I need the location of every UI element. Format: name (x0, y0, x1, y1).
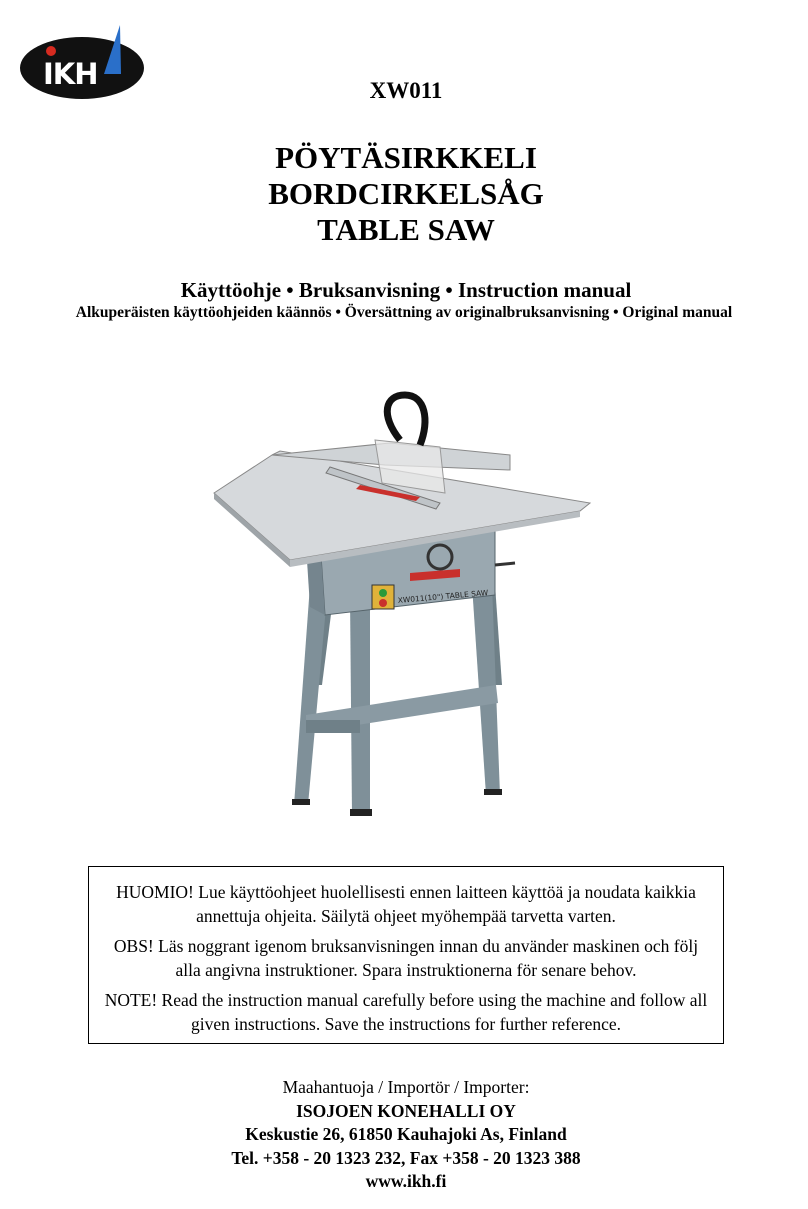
table-saw-image (210, 385, 610, 825)
translation-fi: Alkuperäisten käyttöohjeiden käännös (75, 304, 332, 321)
title-fi: PÖYTÄSIRKKELI (275, 140, 537, 175)
notice-fi: HUOMIO! Lue käyttöohjeet huolellisesti ennen laitteen käyttöä ja noudata kaikkia annettuja ohjeita. Säilytä ohjeet myöhempää tarvetta varten. (116, 882, 696, 926)
model-number: XW011 (369, 78, 443, 103)
notice-en: NOTE! Read the instruction manual carefully before using the machine and follow all given instructions. Save the instructions for further reference. (104, 990, 708, 1034)
notice-sv: OBS! Läs noggrant igenom bruksanvisningen innan du använder maskinen och följ alla angivna instruktioner. Spara instruktionerna för senare behov. (113, 936, 699, 980)
manual-type-line: Käyttöohje • Bruksanvisning • Instruction manual (180, 278, 632, 302)
manual-en: Instruction manual (458, 278, 632, 302)
product-titles (0, 140, 808, 248)
translation-en: Original manual (622, 304, 733, 321)
machine-label: XW011(10") TABLE SAW (397, 588, 489, 605)
logo-text: IKH (43, 57, 98, 91)
translation-line: Alkuperäisten käyttöohjeiden käännös • Översättning av originalbruksanvisning • Original manual (75, 304, 733, 321)
importer-website: www.ikh.fi (365, 1171, 447, 1191)
manual-sv: Bruksanvisning (298, 278, 441, 302)
manual-fi: Käyttöohje (180, 278, 282, 302)
importer-info (0, 1076, 808, 1194)
safety-notice-box (88, 866, 724, 1044)
importer-phone: Tel. +358 - 20 1323 232, Fax +358 - 20 1323 388 (231, 1147, 581, 1168)
translation-sv: Översättning av originalbruksanvisning (344, 304, 610, 321)
importer-company: ISOJOEN KONEHALLI OY (296, 1100, 516, 1121)
title-sv: BORDCIRKELSÅG (268, 176, 544, 211)
importer-label: Maahantuoja / Importör / Importer: (282, 1077, 530, 1097)
importer-address: Keskustie 26, 61850 Kauhajoki As, Finland (245, 1124, 567, 1144)
title-en: TABLE SAW (317, 212, 495, 247)
